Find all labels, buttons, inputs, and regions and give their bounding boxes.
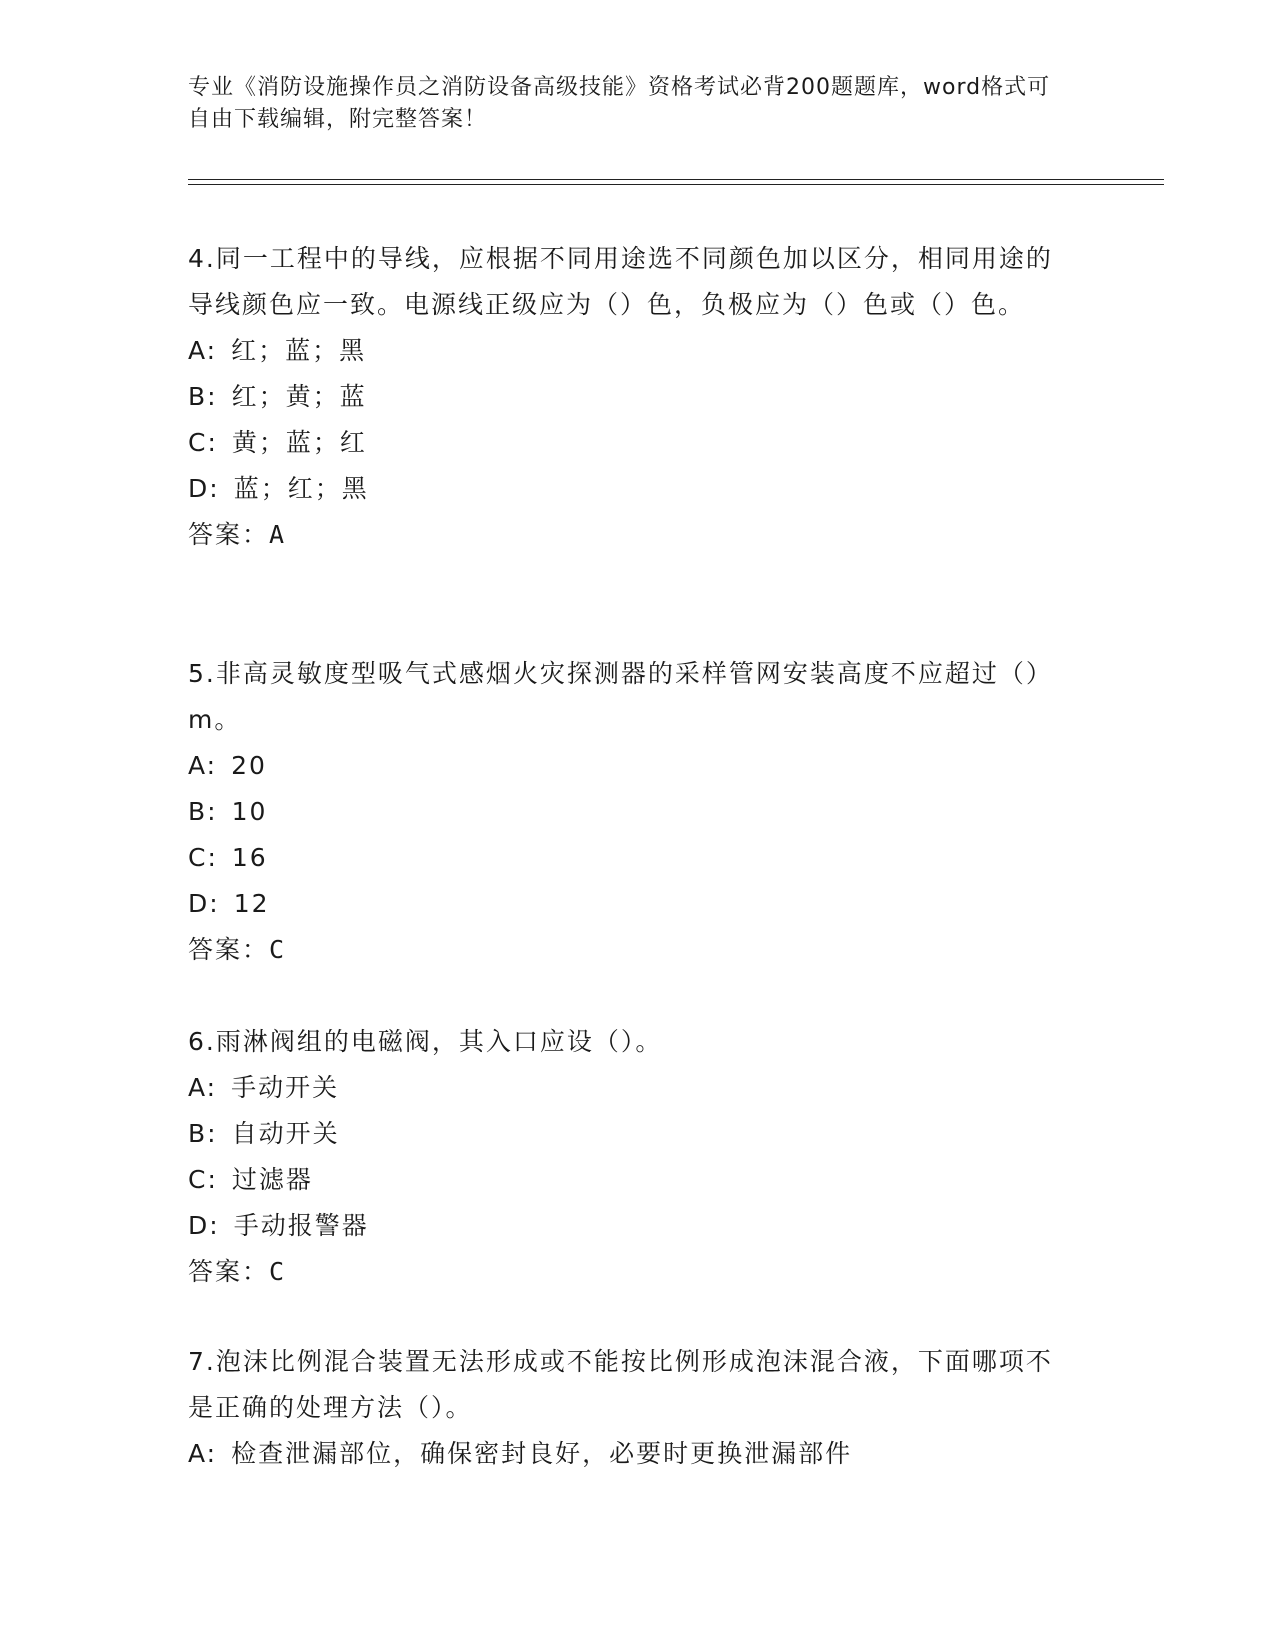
option-b [188,1111,1068,1157]
option-key: B: [188,797,218,826]
header-divider-top [188,179,1164,180]
option-key: D: [188,1211,220,1240]
option-key: C: [188,843,218,872]
answer-line [188,512,1068,558]
option-key: A: [188,751,218,780]
option-text: 12 [233,889,270,918]
question-6 [188,1019,1068,1295]
option-text: 红；黄；蓝 [231,382,367,411]
option-text: 过滤器 [231,1165,313,1194]
option-key: C: [188,428,218,457]
question-7 [188,1339,1068,1477]
option-key: B: [188,1119,218,1148]
option-text: 10 [231,797,268,826]
document-header: 专业《消防设施操作员之消防设备高级技能》资格考试必背200题题库，word格式可自由下载编辑，附完整答案！ [188,75,1051,132]
option-c [188,1157,1068,1203]
answer-label: 答案： [188,520,270,549]
option-a [188,1065,1068,1111]
answer-value: C [269,1257,287,1286]
option-b [188,789,1068,835]
option-text: 黄；蓝；红 [231,428,367,457]
option-key: A: [188,1073,218,1102]
question-4 [188,236,1068,558]
option-key: A: [188,336,218,365]
header-divider-bottom [188,184,1164,185]
option-key: D: [188,474,220,503]
question-5 [188,651,1068,973]
option-c [188,835,1068,881]
answer-label: 答案： [188,935,270,964]
option-text: 蓝；红；黑 [233,474,369,503]
option-text: 检查泄漏部位，确保密封良好，必要时更换泄漏部件 [231,1439,853,1468]
option-a [188,743,1068,789]
option-a [188,328,1068,374]
option-text: 红；蓝；黑 [231,336,367,365]
answer-line [188,1249,1068,1295]
option-text: 20 [231,751,267,780]
option-text: 自动开关 [231,1119,340,1148]
option-key: B: [188,382,218,411]
question-stem: 4.同一工程中的导线，应根据不同用途选不同颜色加以区分，相同用途的导线颜色应一致。电源线正级应为（）色，负极应为（）色或（）色。 [188,244,1053,319]
option-d [188,466,1068,512]
option-c [188,420,1068,466]
option-key: A: [188,1439,218,1468]
answer-value: C [269,935,287,964]
option-key: D: [188,889,220,918]
option-d [188,1203,1068,1249]
answer-line [188,927,1068,973]
option-a [188,1431,1068,1477]
option-text: 手动开关 [231,1073,340,1102]
question-stem: 5.非高灵敏度型吸气式感烟火灾探测器的采样管网安装高度不应超过（）m。 [188,659,1053,734]
option-b [188,374,1068,420]
answer-label: 答案： [188,1257,270,1286]
option-d [188,881,1068,927]
question-stem: 6.雨淋阀组的电磁阀，其入口应设（）。 [188,1027,663,1056]
answer-value: A [269,520,287,549]
option-key: C: [188,1165,218,1194]
option-text: 手动报警器 [233,1211,369,1240]
option-text: 16 [231,843,268,872]
question-stem: 7.泡沫比例混合装置无法形成或不能按比例形成泡沫混合液，下面哪项不是正确的处理方法（）。 [188,1347,1053,1422]
